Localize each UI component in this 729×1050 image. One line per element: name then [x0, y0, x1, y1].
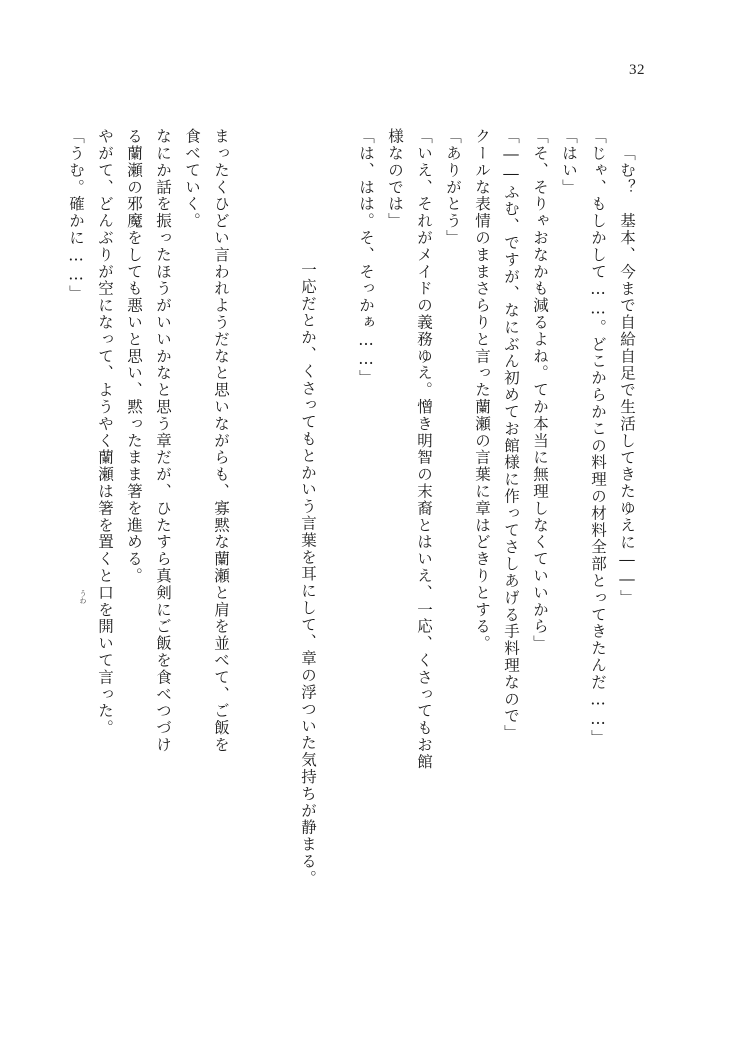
- text-line-ruby-segment: 一応だとか、くさってもとかいう言葉を耳にして、章の浮ついた気持ちが静まる。: [299, 261, 317, 887]
- text-line: なにか話を振ったほうがいいかなと思う章だが、ひたすら真剣にご飯を食べつづけ: [154, 128, 172, 754]
- text-line: 「――ふむ、ですが、なにぶん初めてお館様に作ってさしあげる手料理なので」: [502, 128, 520, 742]
- text-line: 「はい」: [560, 128, 578, 196]
- vertical-text-body: [67, 128, 641, 980]
- text-line: 食べていく。: [183, 128, 201, 230]
- page-number: 32: [629, 62, 645, 78]
- text-line: 「うむ。確かに……」: [67, 128, 85, 302]
- ruby-annotation: うわ: [79, 590, 87, 604]
- text-line: 「いえ、それがメイドの義務ゆえ。憎き明智の末裔とはいえ、一応、くさってもお館: [415, 128, 433, 771]
- text-line: 様なのでは」: [386, 128, 404, 230]
- text-line: る蘭瀬の邪魔をしても悪いと思い、黙ったまま箸を進める。: [125, 128, 143, 585]
- text-line: まったくひどい言われようだなと思いながらも、寡黙な蘭瀬と肩を並べて、ご飯を: [212, 128, 230, 754]
- text-line: クールな表情のままさらりと言った蘭瀬の言葉に章はどきりとする。: [473, 128, 491, 652]
- text-line: やがて、どんぶりが空になって、ようやく蘭瀬は箸を置くと口を開いて言った。: [96, 128, 114, 737]
- text-line: 「ありがとう」: [444, 128, 462, 247]
- text-line: 「そ、そりゃおなかも減るよね。てか本当に無理しなくていいから」: [531, 128, 549, 652]
- text-line: 「じゃ、もしかして……。どこからかこの料理の材料全部とってきたんだ……」: [589, 128, 607, 747]
- text-line: 「は、はは。そ、そっかぁ……」: [357, 128, 375, 387]
- text-line: 「む？ 基本、今まで自給自足で生活してきたゆえに――」: [618, 145, 636, 607]
